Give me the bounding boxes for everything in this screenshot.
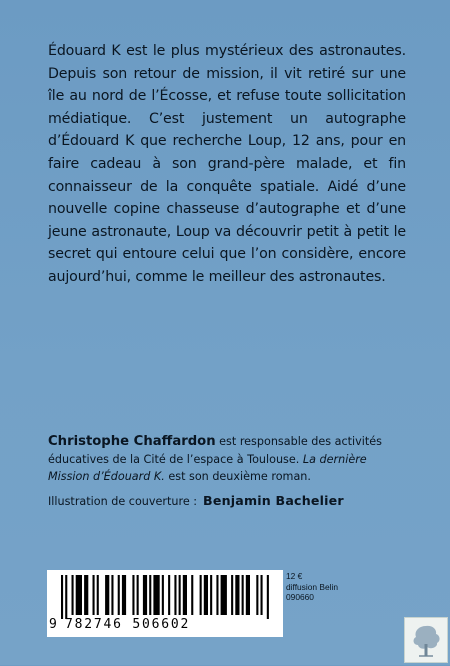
barcode [47,570,283,637]
blurb-text [48,40,406,289]
barcode-bar [246,575,250,615]
barcode-bar [221,575,227,615]
barcode-bar [153,575,159,615]
barcode-bar [191,575,193,615]
author-bio [48,433,408,486]
barcode-bar [97,575,99,615]
barcode-bar [242,575,244,615]
product-code: 090660 [286,592,314,602]
publisher-logo [404,617,448,663]
author-bio-text-2: est son deuxième roman. [164,470,311,483]
illustration-label: Illustration de couverture : [48,495,198,508]
barcode-bar [174,575,176,615]
illustrator-name: Benjamin Bachelier [203,493,344,508]
author-bio-text-1: est responsable des activités éducatives de la Cité de l’espace à Toulouse. [48,435,382,466]
barcode-bar [111,575,113,615]
blurb-paragraph: Édouard K est le plus mystérieux des astronautes. Depuis son retour de mission, il vit retiré sur une île au nord de l’Écosse, et refuse toute sollicitation médiatique. C’est justement un autographe d’Édouard K que recherche Loup, 12 ans, pour en faire cadeau à son grand-père malade, et fin connaisseur de la conquête spatiale. Aidé d’une nouvelle copine chasseuse d’autographe et d’une jeune astronaute, Loup va découvrir petit à petit le secret qui entoure celui que l’on considère, encore aujourd’hui, comme le meilleur des astronautes. [48,43,406,285]
barcode-bar [105,575,109,615]
barcode-bar [132,575,134,615]
price: 12 € [286,571,303,581]
barcode-bar [93,575,95,615]
barcode-bar [65,575,67,619]
barcode-bar [216,575,218,615]
barcode-bar [183,575,187,615]
barcode-bar [137,575,139,615]
barcode-bar [84,575,88,615]
price-info [286,571,338,603]
barcode-bar [162,575,164,615]
barcode-bar [61,575,63,619]
barcode-bar [168,575,170,615]
barcode-bar [235,575,239,615]
book-title: La dernière Mission d’Édouard K. [48,452,367,483]
barcode-bar [267,575,269,619]
barcode-bar [72,575,74,615]
barcode-bar [122,575,126,615]
tree-icon [405,618,447,662]
barcode-bar [118,575,120,615]
illustration-credit [48,493,408,508]
barcode-bar [231,575,233,615]
barcode-bar [210,575,212,615]
distribution: diffusion Belin [286,581,338,592]
barcode-bar [149,575,151,615]
barcode-bar [200,575,202,615]
barcode-bar [261,575,263,615]
barcode-bar [76,575,82,615]
author-name: Christophe Chaffardon [48,434,216,449]
barcode-bar [179,575,181,615]
barcode-bar [256,575,258,615]
barcode-bar [204,575,208,615]
barcode-bar [143,575,147,615]
barcode-bars [61,575,271,619]
barcode-digits: 782746 506602 [65,617,191,632]
barcode-lead-digit: 9 [49,617,57,632]
